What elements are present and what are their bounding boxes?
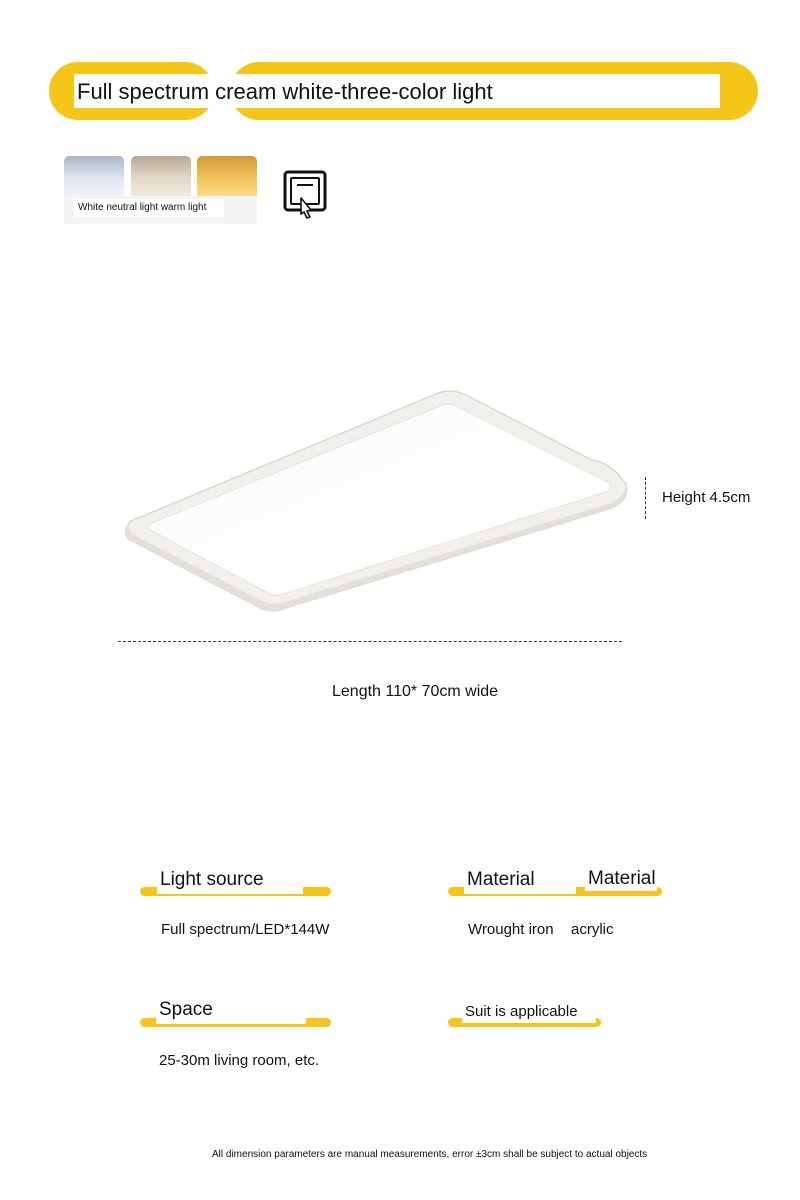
- length-dimension-line: [118, 641, 622, 642]
- light-source-value: Full spectrum/LED*144W: [161, 921, 330, 938]
- space-label: Space: [156, 998, 306, 1024]
- height-dimension-label: Height 4.5cm: [662, 489, 751, 506]
- material-value-1: Wrought iron: [468, 921, 554, 938]
- ceiling-lamp-image: [110, 380, 650, 630]
- footnote: All dimension parameters are manual measurements, error ±3cm shall be subject to actual objects: [212, 1149, 648, 1160]
- applicable-label: Suit is applicable: [462, 1001, 596, 1023]
- wall-switch-touch-icon: [283, 170, 329, 222]
- material-label: Material: [464, 868, 576, 894]
- material-value-2: acrylic: [571, 921, 614, 938]
- page-title: Full spectrum cream white-three-color light: [74, 74, 720, 108]
- length-dimension-label: Length 110* 70cm wide: [332, 683, 499, 700]
- material-label-2: Material: [585, 867, 657, 891]
- light-source-label: Light source: [157, 868, 303, 894]
- height-dimension-line: [645, 477, 647, 519]
- space-value: 25-30m living room, etc.: [159, 1052, 320, 1069]
- light-modes-label: White neutral light warm light: [74, 199, 224, 217]
